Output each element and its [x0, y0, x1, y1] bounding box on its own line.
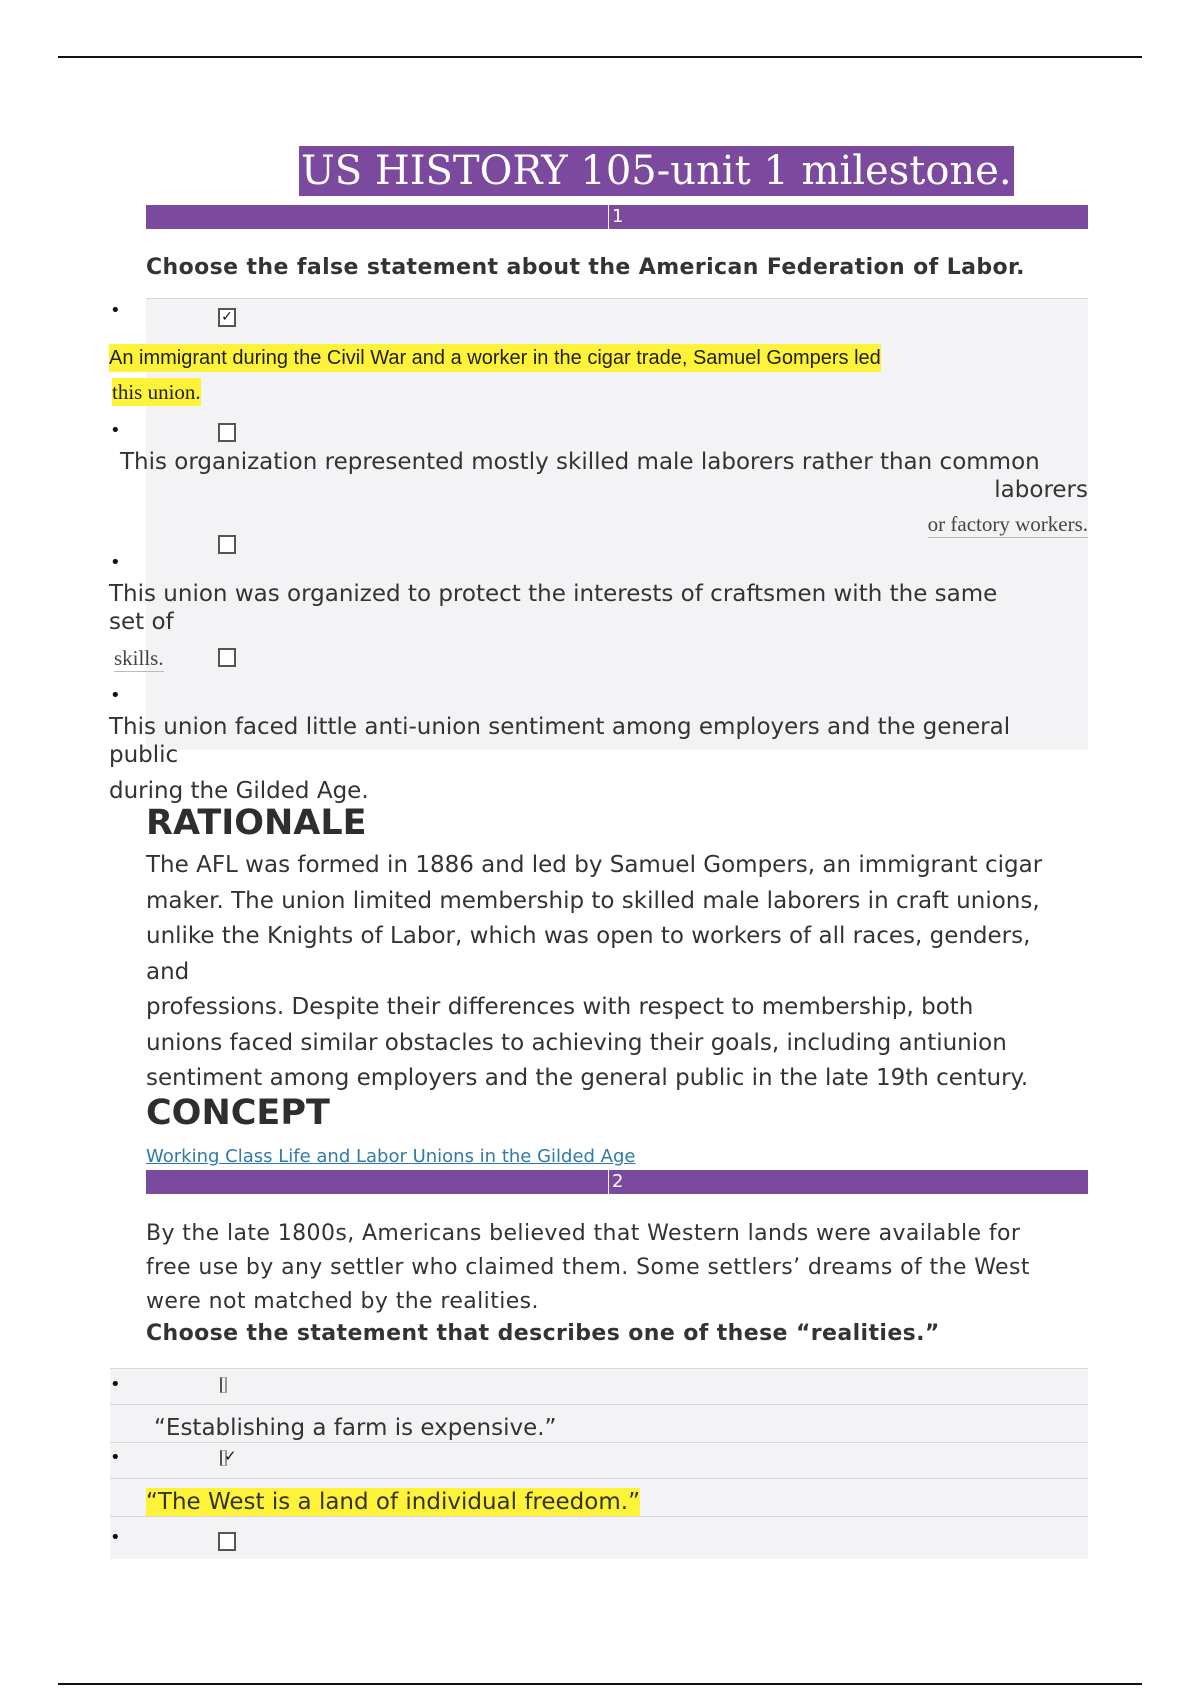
- rationale-line: maker. The union limited membership to skilled male laborers in craft unions,: [146, 887, 1040, 914]
- rationale-line: unions faced similar obstacles to achieving their goals, including antiunion: [146, 1029, 1007, 1056]
- option-c-text-end: skills.: [114, 646, 164, 670]
- divider: [110, 1442, 1088, 1443]
- rationale-heading: RATIONALE: [146, 803, 367, 843]
- option-a-text-cont: this union.: [112, 380, 201, 404]
- option-b-checkbox[interactable]: [218, 423, 236, 442]
- option-b-text-cont: laborers: [994, 477, 1088, 503]
- option-c-text: This union was organized to protect the interests of craftsmen with the same: [109, 581, 998, 607]
- rationale-line: unlike the Knights of Labor, which was open to workers of all races, genders,: [146, 923, 1031, 949]
- rationale-line: sentiment among employers and the general public in the late 19th century.: [146, 1065, 1029, 1091]
- concept-heading: CONCEPT: [146, 1093, 330, 1133]
- rationale-text: [146, 848, 1106, 1097]
- bullet: •: [110, 1527, 121, 1548]
- option-a-checkbox[interactable]: [220, 1377, 227, 1393]
- option-d-text-cont: public: [109, 742, 179, 768]
- question-number: 2: [608, 1170, 626, 1194]
- option-a-checkbox[interactable]: [218, 308, 236, 327]
- option-a-text: An immigrant during the Civil War and a worker in the cigar trade, Samuel Gompers led: [109, 344, 881, 372]
- options-panel: [110, 1369, 1088, 1559]
- option-c-text-cont: set of: [109, 609, 174, 635]
- bullet: •: [110, 685, 121, 706]
- question-2-intro: [146, 1217, 1030, 1319]
- option-d-text-end: during the Gilded Age.: [109, 778, 369, 804]
- question-number: 1: [608, 205, 626, 229]
- page-title: US HISTORY 105-unit 1 milestone.: [301, 148, 1012, 194]
- intro-line: By the late 1800s, Americans believed that Western lands were available for: [146, 1221, 1021, 1246]
- question-2-bar: [146, 1170, 1088, 1194]
- bullet: •: [110, 300, 121, 321]
- bullet: •: [110, 1374, 121, 1395]
- divider: [146, 298, 1088, 299]
- option-b-text: “The West is a land of individual freedom.”: [146, 1489, 640, 1515]
- option-d-checkbox[interactable]: [218, 648, 236, 667]
- concept-link[interactable]: Working Class Life and Labor Unions in the Gilded Age: [146, 1146, 636, 1167]
- option-c-checkbox[interactable]: [218, 1532, 236, 1551]
- rationale-line: and: [146, 958, 190, 985]
- check-icon: ✓: [224, 1447, 237, 1465]
- bullet: •: [110, 420, 121, 441]
- bullet: •: [110, 552, 121, 573]
- option-c-checkbox[interactable]: [218, 535, 236, 554]
- question-1-bar: [146, 205, 1088, 229]
- question-1-prompt: Choose the false statement about the American Federation of Labor.: [146, 255, 1025, 280]
- divider: [110, 1478, 1088, 1479]
- intro-line: free use by any settler who claimed them. Some settlers’ dreams of the West: [146, 1255, 1030, 1280]
- divider: [110, 1516, 1088, 1517]
- divider: [110, 1404, 1088, 1405]
- option-b-text-end: or factory workers.: [927, 512, 1088, 536]
- intro-line: were not matched by the realities.: [146, 1289, 539, 1314]
- option-b-text: This organization represented mostly skilled male laborers rather than common: [120, 449, 1040, 475]
- bottom-rule: [58, 1683, 1142, 1685]
- check-icon: ✓: [221, 309, 233, 325]
- top-rule: [58, 56, 1142, 58]
- question-2-prompt: Choose the statement that describes one of these “realities.”: [146, 1321, 940, 1346]
- rationale-line: The AFL was formed in 1886 and led by Samuel Gompers, an immigrant cigar: [146, 852, 1043, 878]
- option-a-text: “Establishing a farm is expensive.”: [154, 1415, 557, 1441]
- bullet: •: [110, 1447, 121, 1468]
- option-d-text: This union faced little anti-union sentiment among employers and the general: [109, 714, 1011, 740]
- rationale-line: professions. Despite their differences with respect to membership, both: [146, 994, 974, 1020]
